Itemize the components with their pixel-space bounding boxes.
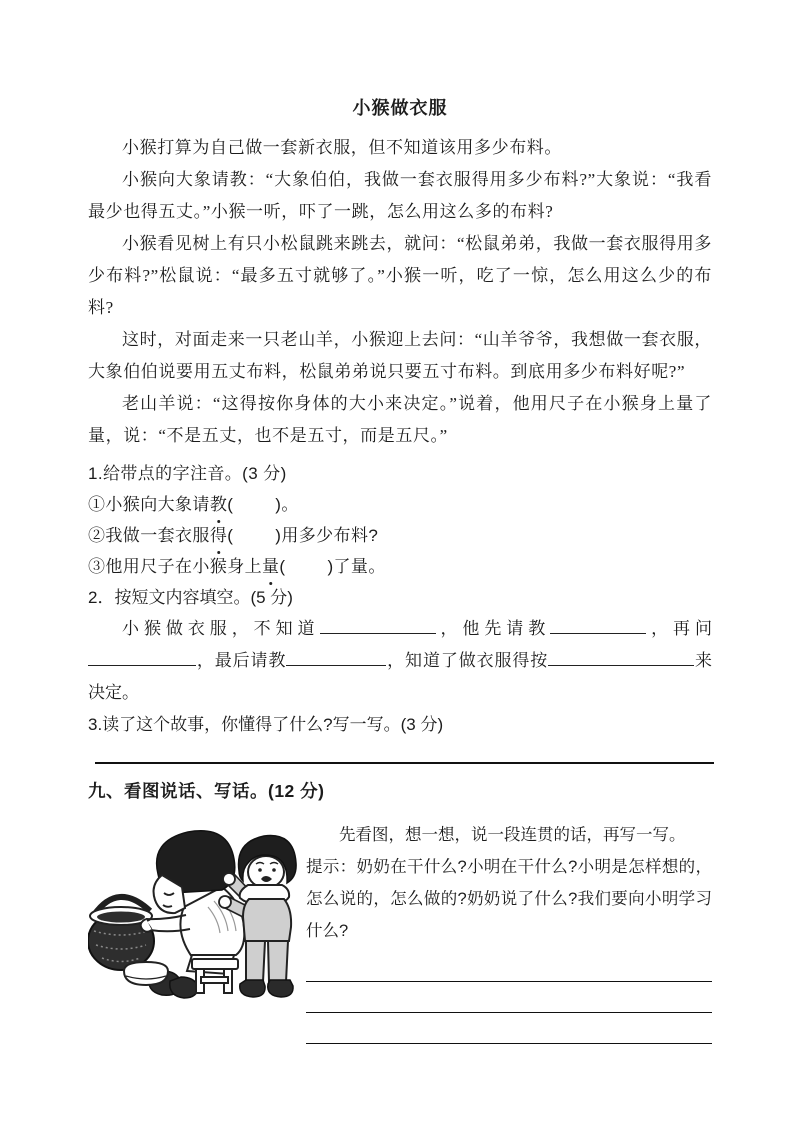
- answer-line: [306, 1013, 712, 1044]
- fill-blank: [548, 663, 694, 666]
- fill-text: 来决定。: [88, 651, 713, 702]
- paren-open: (: [227, 495, 234, 514]
- fill-text: 小猴做衣服，不知道: [122, 619, 320, 638]
- illustration-grandma-backrub: [88, 819, 300, 1011]
- page-title: 小猴做衣服: [352, 98, 448, 118]
- question-2-fill-sentence: [88, 613, 712, 709]
- answer-line: [306, 951, 712, 982]
- item-text: ②我做一套衣服: [88, 526, 210, 545]
- story-paragraph: 小猴打算为自己做一套新衣服，但不知道该用多少布料。: [122, 138, 562, 157]
- fill-blank: [88, 663, 196, 666]
- story-paragraph: 小猴向大象请教：“大象伯伯，我做一套衣服得用多少布料?”大象说：“我看最少也得五丈。”小猴一听，吓了一跳，怎么用这么多的布料?: [88, 170, 712, 221]
- story-section: [88, 132, 712, 452]
- fill-text: ，他先请教: [435, 619, 551, 638]
- question-1: [88, 458, 712, 582]
- bowl: [124, 962, 168, 985]
- section-9-title: 九、看图说话、写话。(12 分): [88, 781, 325, 801]
- paren-close: ): [327, 557, 334, 576]
- item-text: 。: [281, 495, 299, 514]
- fill-text: ，再问: [646, 619, 713, 638]
- question-3: [88, 709, 712, 740]
- writing-column: [306, 819, 712, 1044]
- question-2: [88, 582, 712, 709]
- question-1-item: [88, 520, 712, 551]
- stool: [192, 959, 238, 993]
- section-divider: [95, 762, 714, 764]
- paren-close: ): [275, 495, 282, 514]
- answer-line: [306, 982, 712, 1013]
- writing-instruction: 先看图，想一想，说一段连贯的话，再写一写。: [339, 826, 686, 844]
- fill-blank: [550, 631, 646, 634]
- fill-text: ，最后请教: [196, 651, 287, 670]
- question-1-item: [88, 489, 712, 520]
- paren-open: (: [227, 526, 234, 545]
- dotted-character: 得: [210, 520, 227, 551]
- fill-text: ，知道了做衣服得按: [386, 651, 549, 670]
- question-1-label: 1.给带点的字注音。(3 分): [88, 464, 287, 483]
- question-1-item: [88, 551, 712, 582]
- answer-lines: [306, 951, 712, 1044]
- item-text: 用多少布料?: [281, 526, 379, 545]
- question-3-label: 3.读了这个故事，你懂得了什么?写一写。(3 分): [88, 715, 444, 734]
- question-2-label: 2．按短文内容填空。(5 分): [88, 588, 293, 607]
- item-text: ③他用尺子在小猴身上: [88, 557, 262, 576]
- item-text: ①小猴向大象请: [88, 495, 210, 514]
- story-paragraph: 这时，对面走来一只老山羊，小猴迎上去问：“山羊爷爷，我想做一套衣服，大象伯伯说要用五丈布料，松鼠弟弟说只要五寸布料。到底用多少布料好呢?”: [88, 330, 712, 381]
- fill-blank: [320, 631, 436, 634]
- picture-writing-area: [88, 819, 712, 1044]
- basket: [88, 897, 154, 970]
- fill-blank: [286, 663, 386, 666]
- story-paragraph: 小猴看见树上有只小松鼠跳来跳去，就问：“松鼠弟弟，我做一套衣服得用多少布料?”松鼠说：“最多五寸就够了。”小猴一听，吃了一惊，怎么用这么少的布料?: [88, 234, 712, 317]
- paren-open: (: [279, 557, 286, 576]
- dotted-character: 教: [210, 489, 227, 520]
- item-text: 了量。: [333, 557, 386, 576]
- story-paragraph: 老山羊说：“这得按你身体的大小来决定。”说着，他用尺子在小猴身上量了量，说：“不是五丈，也不是五寸，而是五尺。”: [88, 394, 712, 445]
- writing-hint: 提示：奶奶在干什么?小明在干什么?小明是怎样想的，怎么说的，怎么做的?奶奶说了什么?我们要向小明学习什么?: [306, 858, 712, 940]
- dotted-character: 量: [262, 551, 279, 582]
- paren-close: ): [275, 526, 282, 545]
